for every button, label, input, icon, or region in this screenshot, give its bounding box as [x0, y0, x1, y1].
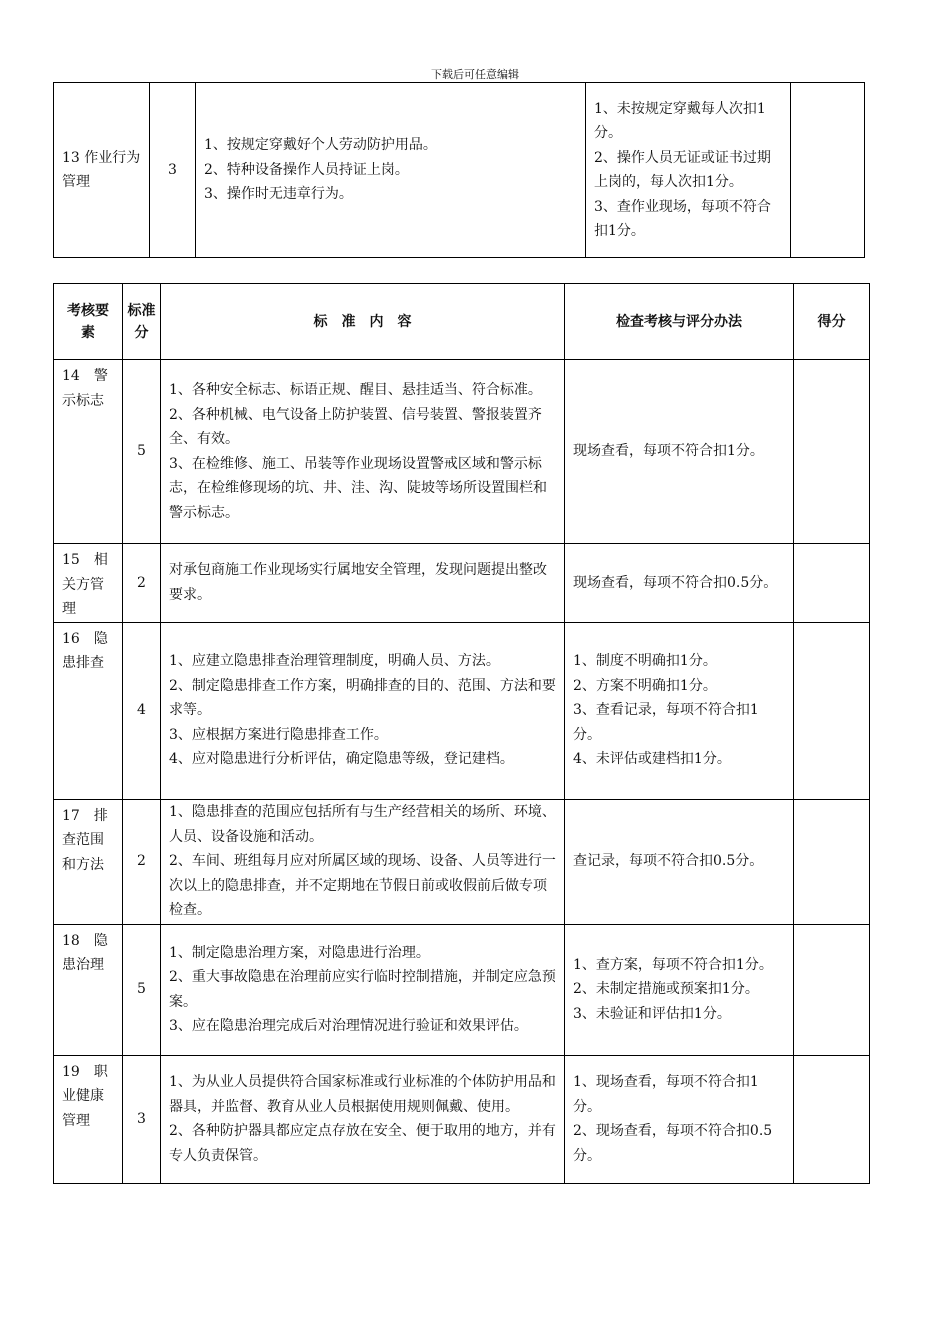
- header-note: 下载后可任意编辑: [431, 68, 519, 81]
- table-row: [54, 622, 870, 799]
- element-name-cell: 18 隐患治理: [54, 924, 123, 1055]
- content-line: 1、为从业人员提供符合国家标准或行业标准的个体防护用品和器具，并监督、教育从业人员根据使用规则佩戴、使用。: [169, 1074, 556, 1115]
- header-element: 考核要素: [54, 284, 123, 360]
- score-cell: 2: [123, 799, 161, 924]
- method-cell: [586, 83, 791, 258]
- result-cell: [794, 799, 870, 924]
- method-line: 现场查看，每项不符合扣1分。: [573, 443, 764, 460]
- content-line: 3、应在隐患治理完成后对治理情况进行验证和效果评估。: [169, 1018, 528, 1034]
- content-line: 2、特种设备操作人员持证上岗。: [204, 161, 409, 178]
- content-cell: [196, 83, 586, 258]
- score-cell: 3: [150, 83, 196, 258]
- method-line: 2、现场查看，每项不符合扣0.5分。: [573, 1123, 773, 1164]
- content-cell: [161, 622, 565, 799]
- score-cell: 5: [123, 924, 161, 1055]
- header-method: 检查考核与评分办法: [565, 284, 794, 360]
- result-cell: [794, 544, 870, 623]
- content-line: 3、操作时无违章行为。: [204, 186, 353, 203]
- assessment-table: [53, 283, 870, 1184]
- header-row: [54, 284, 870, 360]
- method-cell: [565, 544, 794, 623]
- table-row: [54, 360, 870, 544]
- content-line: 2、车间、班组每月应对所属区域的现场、设备、人员等进行一次以上的隐患排查，并不定期地在节假日前或收假前后做专项检查。: [169, 853, 556, 919]
- content-line: 对承包商施工作业现场实行属地安全管理，发现问题提出整改要求。: [169, 562, 547, 603]
- score-cell: 4: [123, 622, 161, 799]
- result-cell: [791, 83, 865, 258]
- table-row: [54, 544, 870, 623]
- content-line: 2、重大事故隐患在治理前应实行临时控制措施，并制定应急预案。: [169, 969, 556, 1010]
- element-name-cell: 14 警示标志: [54, 360, 123, 544]
- method-line: 3、未验证和评估扣1分。: [573, 1005, 731, 1022]
- content-cell: [161, 799, 565, 924]
- method-line: 2、未制定措施或预案扣1分。: [573, 981, 759, 998]
- score-cell: 2: [123, 544, 161, 623]
- table-row: [54, 1055, 870, 1183]
- content-cell: [161, 1055, 565, 1183]
- result-cell: [794, 622, 870, 799]
- method-line: 1、未按规定穿戴每人次扣1分。: [594, 100, 766, 141]
- method-line: 1、查方案，每项不符合扣1分。: [573, 956, 773, 973]
- method-cell: [565, 622, 794, 799]
- content-line: 2、各种机械、电气设备上防护装置、信号装置、警报装置齐全、有效。: [169, 406, 542, 447]
- method-cell: [565, 799, 794, 924]
- content-line: 3、应根据方案进行隐患排查工作。: [169, 726, 388, 743]
- content-line: 2、制定隐患排查工作方案，明确排查的目的、范围、方法和要求等。: [169, 677, 556, 719]
- method-line: 3、查作业现场，每项不符合扣1分。: [594, 198, 771, 239]
- method-line: 2、操作人员无证或证书过期上岗的，每人次扣1分。: [594, 149, 771, 190]
- table-row: [54, 799, 870, 924]
- top-table: [53, 82, 865, 258]
- method-line: 2、方案不明确扣1分。: [573, 677, 717, 694]
- header-content: 标 准 内 容: [161, 284, 565, 360]
- method-line: 1、制度不明确扣1分。: [573, 653, 717, 670]
- method-cell: [565, 924, 794, 1055]
- element-name-cell: 15 相关方管理: [54, 544, 123, 623]
- content-line: 2、各种防护器具都应定点存放在安全、便于取用的地方，并有专人负责保管。: [169, 1123, 556, 1164]
- content-line: 1、应建立隐患排查治理管理制度，明确人员、方法。: [169, 653, 500, 670]
- content-cell: [161, 360, 565, 544]
- method-line: 查记录，每项不符合扣0.5分。: [573, 853, 764, 870]
- method-line: 现场查看，每项不符合扣0.5分。: [573, 574, 778, 591]
- method-cell: [565, 1055, 794, 1183]
- method-line: 4、未评估或建档扣1分。: [573, 751, 731, 768]
- element-name-cell: 17 排查范围和方法: [54, 799, 123, 924]
- content-line: 1、按规定穿戴好个人劳动防护用品。: [204, 137, 437, 154]
- element-name-cell: 13 作业行为管理: [54, 83, 150, 258]
- header-result: 得分: [794, 284, 870, 360]
- content-line: 1、隐患排查的范围应包括所有与生产经营相关的场所、环境、人员、设备设施和活动。: [169, 804, 556, 845]
- method-line: 1、现场查看，每项不符合扣1分。: [573, 1074, 759, 1115]
- result-cell: [794, 1055, 870, 1183]
- score-cell: 3: [123, 1055, 161, 1183]
- content-line: 1、各种安全标志、标语正规、醒目、悬挂适当、符合标准。: [169, 382, 542, 398]
- table-row: [54, 924, 870, 1055]
- score-cell: 5: [123, 360, 161, 544]
- content-cell: [161, 544, 565, 623]
- content-cell: [161, 924, 565, 1055]
- result-cell: [794, 360, 870, 544]
- element-name-cell: 16 隐患排查: [54, 622, 123, 799]
- result-cell: [794, 924, 870, 1055]
- table-row: [54, 83, 865, 258]
- method-cell: [565, 360, 794, 544]
- content-line: 3、在检维修、施工、吊装等作业现场设置警戒区域和警示标志，在检维修现场的坑、井、洼、沟、陡坡等场所设置围栏和警示标志。: [169, 455, 547, 521]
- method-line: 3、查看记录，每项不符合扣1分。: [573, 702, 759, 743]
- element-name-cell: 19 职业健康管理: [54, 1055, 123, 1183]
- content-line: 1、制定隐患治理方案，对隐患进行治理。: [169, 944, 430, 961]
- header-score: 标准分: [123, 284, 161, 360]
- content-line: 4、应对隐患进行分析评估，确定隐患等级，登记建档。: [169, 751, 514, 768]
